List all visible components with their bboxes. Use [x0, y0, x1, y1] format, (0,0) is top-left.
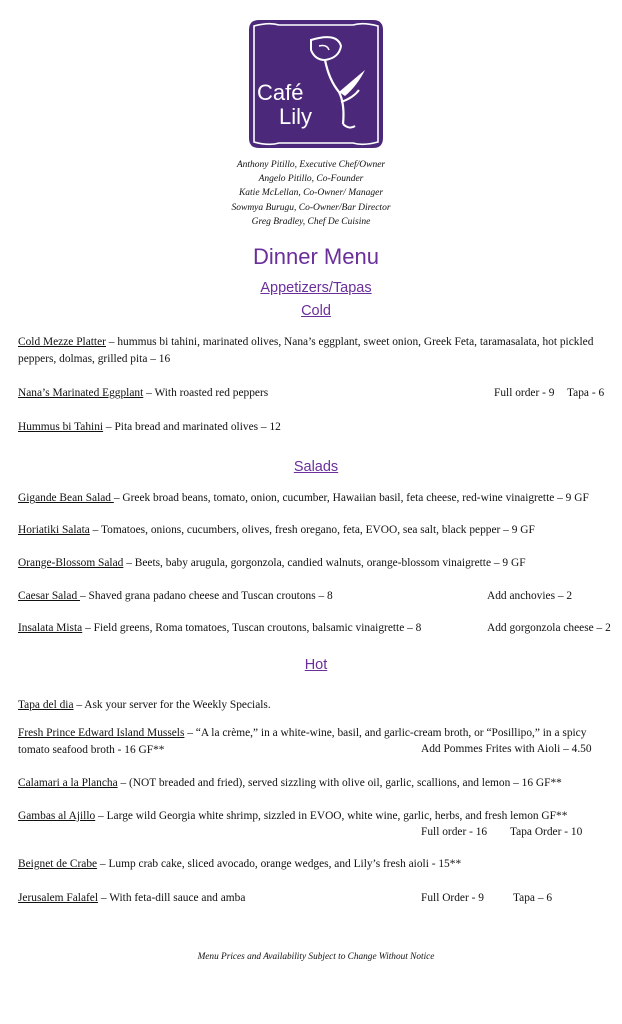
- item-desc: – Pita bread and marinated olives – 12: [103, 421, 281, 433]
- menu-item-orange-blossom: [18, 555, 526, 572]
- price-full: Full Order - 9: [421, 892, 484, 904]
- item-desc: – Beets, baby arugula, gorgonzola, candied walnuts, orange-blossom vinaigrette – 9 GF: [123, 557, 526, 569]
- price-tapa: Tapa - 6: [567, 387, 605, 399]
- price-tapa: Tapa Order - 10: [510, 826, 583, 838]
- item-desc: – With feta-dill sauce and amba: [98, 892, 246, 904]
- item-desc: – Field greens, Roma tomatoes, Tuscan croutons, balsamic vinaigrette – 8: [82, 622, 422, 634]
- item-name: Calamari a la Plancha: [18, 777, 118, 789]
- menu-item-cold-mezze: [18, 334, 610, 367]
- section-hot: Hot: [304, 657, 328, 673]
- menu-item-falafel: [18, 890, 245, 907]
- item-desc: – Large wild Georgia white shrimp, sizzled in EVOO, white wine, garlic, herbs, and fresh lemon GF**: [95, 810, 568, 822]
- item-name: Caesar Salad: [18, 590, 80, 602]
- lily-flower-icon: [249, 20, 383, 148]
- price-full: Full order - 9: [494, 387, 555, 399]
- item-name: Jerusalem Falafel: [18, 892, 99, 904]
- item-desc: – “A la crème,” in a white-wine, basil, and garlic-cream broth, or “Posillipo,” in a spicy tomato seafood broth - 16 GF**: [18, 727, 587, 756]
- footer-notice: Menu Prices and Availability Subject to Change Without Notice: [197, 952, 435, 962]
- addon-pommes-frites: Add Pommes Frites with Aioli – 4.50: [421, 743, 592, 755]
- item-name: Horiatiki Salata: [18, 524, 90, 536]
- cafe-lily-logo: [249, 20, 383, 148]
- item-desc: – hummus bi tahini, marinated olives, Nana’s eggplant, sweet onion, Greek Feta, taramasalata, hot pickled peppers, dolmas, grilled pita – 16: [18, 336, 594, 365]
- item-desc: – Greek broad beans, tomato, onion, cucumber, Hawaiian basil, feta cheese, red-wine vinaigrette – 9 GF: [113, 492, 589, 504]
- item-desc: – Lump crab cake, sliced avocado, orange wedges, and Lily’s fresh aioli - 15**: [97, 858, 462, 870]
- menu-item-horiatiki: [18, 522, 535, 539]
- menu-item-tapa-del-dia: [18, 697, 271, 714]
- svg-text:Café: Café: [257, 80, 304, 105]
- menu-item-hummus: [18, 419, 281, 436]
- item-desc: – (NOT breaded and fried), served sizzling with olive oil, garlic, scallions, and lemon – 16 GF**: [117, 777, 562, 789]
- item-desc: – Ask your server for the Weekly Specials.: [73, 699, 271, 711]
- svg-text:Lily: Lily: [279, 104, 313, 129]
- menu-item-insalata: [18, 620, 421, 637]
- item-name: Cold Mezze Platter: [18, 336, 106, 348]
- price-full: Full order - 16: [421, 826, 488, 838]
- addon-anchovies: Add anchovies – 2: [487, 590, 573, 602]
- staff-line: Katie McLellan, Co-Owner/ Manager: [238, 188, 384, 199]
- staff-line: Anthony Pitillo, Executive Chef/Owner: [236, 160, 386, 170]
- menu-item-calamari: [18, 775, 562, 792]
- item-name: Gigande Bean Salad: [18, 492, 114, 504]
- item-name: Gambas al Ajillo: [18, 810, 96, 822]
- item-name: Hummus bi Tahini: [18, 421, 104, 433]
- staff-line: Angelo Pitillo, Co-Founder: [258, 174, 364, 185]
- item-name: Nana’s Marinated Eggplant: [18, 387, 144, 399]
- item-name: Orange-Blossom Salad: [18, 557, 124, 569]
- section-salads: Salads: [293, 459, 339, 475]
- staff-line: Greg Bradley, Chef De Cuisine: [251, 216, 371, 227]
- item-desc: – Tomatoes, onions, cucumbers, olives, fresh oregano, feta, EVOO, sea salt, black pepper – 9 GF: [89, 524, 535, 536]
- menu-item-gambas: [18, 808, 567, 825]
- price-tapa: Tapa – 6: [513, 892, 553, 904]
- section-appetizers: Appetizers/Tapas: [260, 280, 372, 296]
- menu-item-beignet: [18, 856, 461, 873]
- section-cold: Cold: [301, 303, 331, 319]
- item-desc: – Shaved grana padano cheese and Tuscan croutons – 8: [80, 590, 333, 602]
- item-name: Fresh Prince Edward Island Mussels: [18, 727, 185, 739]
- menu-item-eggplant: [18, 385, 268, 402]
- item-name: Beignet de Crabe: [18, 858, 98, 870]
- menu-title: Dinner Menu: [253, 244, 379, 269]
- menu-item-gigande: [18, 490, 589, 507]
- item-desc: – With roasted red peppers: [143, 387, 269, 399]
- staff-list: [0, 158, 622, 229]
- item-name: Insalata Mista: [18, 622, 83, 634]
- staff-line: Sowmya Burugu, Co-Owner/Bar Director: [231, 202, 391, 213]
- addon-gorgonzola: Add gorgonzola cheese – 2: [487, 622, 611, 634]
- menu-item-caesar: [18, 588, 333, 605]
- item-name: Tapa del dia: [18, 699, 74, 711]
